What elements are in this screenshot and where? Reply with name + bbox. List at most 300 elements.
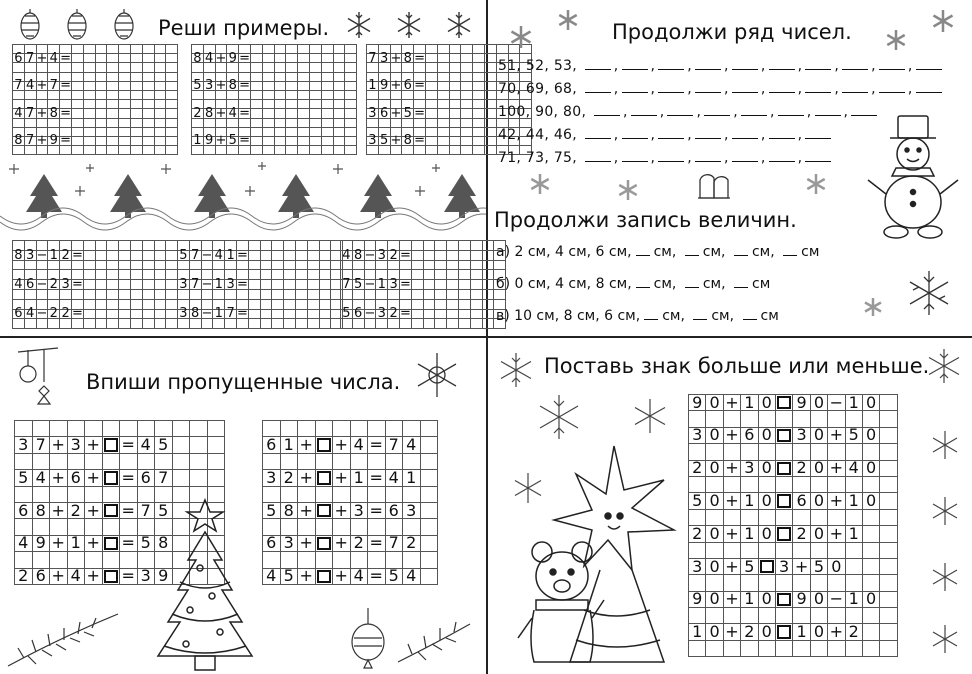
answer-blank[interactable] (815, 105, 841, 116)
empty-cell (450, 63, 462, 72)
answer-blank[interactable] (842, 82, 868, 93)
answer-box[interactable] (316, 569, 334, 585)
empty-cell (131, 54, 143, 63)
empty-cell (84, 73, 96, 82)
answer-blank[interactable] (585, 151, 611, 162)
snowflake-icon (928, 494, 962, 528)
empty-cell (811, 641, 828, 657)
empty-cell (320, 270, 332, 280)
grid-cell: + (828, 526, 845, 542)
empty-cell (275, 82, 287, 91)
grid-cell: 4 (386, 470, 404, 486)
empty-cell (438, 109, 450, 118)
empty-cell (166, 82, 178, 91)
empty-cell (450, 54, 462, 63)
empty-cell (284, 300, 296, 310)
empty-cell (119, 319, 131, 329)
grid-cell: 3 (263, 470, 281, 486)
empty-cell (251, 100, 263, 109)
empty-cell (143, 54, 155, 63)
bauble-branch-icon (348, 602, 474, 672)
empty-cell (483, 241, 495, 251)
grid-cell: 6 (68, 470, 86, 486)
grid-cell: + (85, 437, 103, 453)
empty-cell (25, 146, 37, 155)
empty-cell (84, 45, 96, 54)
empty-cell (298, 82, 310, 91)
empty-cell (412, 241, 424, 251)
answer-box[interactable] (316, 503, 334, 519)
empty-cell (107, 63, 119, 72)
answer-blank[interactable] (732, 128, 758, 139)
grid-cell: + (390, 133, 402, 149)
subtraction-grid (340, 240, 506, 329)
grid-cell: + (724, 395, 741, 411)
empty-cell (298, 91, 310, 100)
empty-cell (204, 63, 216, 72)
answer-blank[interactable] (695, 151, 721, 162)
empty-cell (776, 444, 793, 460)
empty-cell (471, 261, 483, 271)
empty-cell (166, 91, 178, 100)
answer-blank[interactable] (778, 105, 804, 116)
empty-cell (880, 461, 897, 477)
answer-blank[interactable] (783, 245, 797, 256)
empty-cell (131, 137, 143, 146)
empty-cell (459, 280, 471, 290)
grid-cell: 6 (386, 503, 404, 519)
answer-blank[interactable] (695, 82, 721, 93)
answer-blank[interactable] (667, 105, 693, 116)
empty-cell (863, 559, 880, 575)
grid-cell: 4 (351, 437, 369, 453)
answer-blank[interactable] (769, 82, 795, 93)
empty-cell (249, 319, 261, 329)
answer-blank[interactable] (734, 277, 748, 288)
grid-cell: 7 (33, 437, 51, 453)
answer-blank[interactable] (741, 105, 767, 116)
empty-cell (13, 91, 25, 100)
empty-cell (353, 319, 365, 329)
pine-branch-icon (4, 606, 122, 672)
empty-cell (345, 100, 357, 109)
missing-right-grid (262, 420, 438, 585)
empty-cell (37, 319, 49, 329)
grid-cell: 5 (281, 569, 299, 585)
empty-cell (251, 45, 263, 54)
answer-blank[interactable] (916, 82, 942, 93)
grid-cell: = (239, 133, 251, 149)
answer-blank[interactable] (585, 59, 611, 70)
answer-blank[interactable] (622, 151, 648, 162)
empty-cell (251, 109, 263, 118)
empty-cell (72, 261, 84, 271)
grid-cell: 1 (225, 251, 237, 261)
empty-cell (143, 241, 155, 251)
empty-cell (72, 91, 84, 100)
grid-cell: 1 (689, 624, 706, 640)
bear-and-star-illustration (504, 440, 684, 670)
grid-cell: 9 (793, 592, 810, 608)
empty-cell (424, 270, 436, 280)
empty-cell (263, 146, 275, 155)
empty-cell (84, 261, 96, 271)
answer-blank[interactable] (658, 59, 684, 70)
empty-cell (402, 146, 414, 155)
empty-cell (421, 503, 439, 519)
empty-cell (131, 63, 143, 72)
answer-blank[interactable] (805, 82, 831, 93)
grid-cell: 6 (793, 493, 810, 509)
answer-blank[interactable] (704, 105, 730, 116)
answer-blank[interactable] (622, 128, 648, 139)
empty-cell (473, 137, 485, 146)
grid-cell: 5 (155, 503, 173, 519)
grid-cell: 3 (15, 437, 33, 453)
snowflake-icon (412, 350, 462, 400)
empty-cell (143, 290, 155, 300)
empty-cell (438, 91, 450, 100)
horizontal-divider (0, 336, 972, 338)
empty-cell (424, 251, 436, 261)
empty-cell (308, 270, 320, 280)
answer-blank[interactable] (636, 245, 650, 256)
empty-cell (447, 319, 459, 329)
grid-cell: 1 (741, 395, 758, 411)
grid-cell: 9 (33, 536, 51, 552)
empty-cell (96, 100, 108, 109)
empty-cell (334, 91, 346, 100)
answer-box[interactable] (776, 592, 793, 608)
empty-cell (412, 319, 424, 329)
empty-cell (286, 63, 298, 72)
empty-cell (388, 319, 400, 329)
empty-cell (227, 119, 239, 128)
grid-cell: = (414, 78, 426, 94)
grid-cell: + (215, 50, 227, 66)
grid-cell: 0 (706, 592, 723, 608)
empty-cell (414, 119, 426, 128)
empty-cell (296, 280, 308, 290)
grid-cell: = (368, 536, 386, 552)
grid-cell: 4 (15, 536, 33, 552)
empty-cell (400, 290, 412, 300)
empty-cell (316, 552, 334, 568)
empty-cell (96, 241, 108, 251)
empty-cell (103, 421, 121, 437)
answer-blank[interactable] (916, 59, 942, 70)
answer-box[interactable] (776, 493, 793, 509)
empty-cell (131, 280, 143, 290)
grid-cell: − (828, 395, 845, 411)
grid-cell: + (333, 470, 351, 486)
answer-blank[interactable] (695, 128, 721, 139)
grid-cell: 7 (25, 54, 37, 63)
empty-cell (483, 270, 495, 280)
empty-cell (131, 100, 143, 109)
answer-blank[interactable] (631, 105, 657, 116)
empty-cell (166, 73, 178, 82)
grid-cell: 1 (846, 395, 863, 411)
empty-cell (310, 54, 322, 63)
empty-cell (426, 137, 438, 146)
empty-cell (438, 146, 450, 155)
empty-cell (296, 251, 308, 261)
answer-blank[interactable] (732, 151, 758, 162)
answer-blank[interactable] (732, 59, 758, 70)
grid-cell: 1 (846, 592, 863, 608)
snowflake-icon (904, 268, 954, 318)
answer-blank[interactable] (743, 309, 757, 320)
empty-cell (473, 109, 485, 118)
empty-cell (485, 137, 497, 146)
grid-cell: 3 (367, 109, 379, 118)
answer-box[interactable] (316, 536, 334, 552)
empty-cell (426, 82, 438, 91)
answer-blank[interactable] (805, 128, 831, 139)
answer-box[interactable] (316, 437, 334, 453)
answer-blank[interactable] (879, 59, 905, 70)
empty-cell (119, 100, 131, 109)
compare-grid-table (688, 394, 898, 657)
answer-blank[interactable] (658, 128, 684, 139)
empty-cell (202, 290, 214, 300)
snowflake-icon (884, 28, 908, 52)
empty-cell (155, 310, 167, 320)
answer-blank[interactable] (658, 82, 684, 93)
empty-cell (461, 137, 473, 146)
empty-cell (48, 261, 60, 271)
grid-cell: 0 (759, 428, 776, 444)
answer-blank[interactable] (732, 82, 758, 93)
empty-cell (424, 290, 436, 300)
answer-box[interactable] (103, 503, 121, 519)
empty-cell (320, 261, 332, 271)
empty-cell (345, 73, 357, 82)
empty-cell (473, 82, 485, 91)
empty-cell (320, 241, 332, 251)
snowflake-icon (508, 24, 534, 50)
snowflake-icon (556, 8, 580, 32)
answer-blank[interactable] (805, 59, 831, 70)
answer-blank[interactable] (636, 277, 650, 288)
answer-box[interactable] (103, 437, 121, 453)
empty-cell (473, 146, 485, 155)
empty-cell (249, 241, 261, 251)
answer-blank[interactable] (585, 128, 611, 139)
grid-cell: + (36, 78, 48, 94)
grid-cell: 9 (155, 569, 173, 585)
empty-cell (485, 128, 497, 137)
grid-cell: + (298, 536, 316, 552)
answer-blank[interactable] (685, 277, 699, 288)
empty-cell (365, 290, 377, 300)
grid-cell: 7 (25, 137, 37, 146)
answer-blank[interactable] (805, 151, 831, 162)
grid-cell: + (333, 569, 351, 585)
empty-cell (461, 45, 473, 54)
grid-cell: 5 (846, 428, 863, 444)
empty-cell (249, 310, 261, 320)
empty-cell (13, 63, 25, 72)
grid-cell: 5 (227, 137, 239, 146)
empty-cell (450, 73, 462, 82)
answer-blank[interactable] (769, 128, 795, 139)
empty-cell (143, 119, 155, 128)
answer-box[interactable] (316, 470, 334, 486)
empty-cell (60, 119, 72, 128)
grid-cell: 0 (811, 428, 828, 444)
answer-blank[interactable] (622, 82, 648, 93)
grid-cell: + (828, 624, 845, 640)
addition-grid (12, 44, 178, 155)
empty-cell (776, 641, 793, 657)
empty-cell (412, 310, 424, 320)
grid-cell: 3 (689, 559, 706, 575)
empty-cell (208, 421, 226, 437)
empty-cell (379, 119, 391, 128)
empty-cell (450, 109, 462, 118)
empty-cell (296, 319, 308, 329)
answer-box[interactable] (776, 395, 793, 411)
answer-box[interactable] (776, 461, 793, 477)
grid-cell: 1 (741, 493, 758, 509)
grid-cell: 5 (811, 559, 828, 575)
answer-blank[interactable] (585, 82, 611, 93)
answer-box[interactable] (776, 526, 793, 542)
empty-cell (96, 128, 108, 137)
empty-cell (435, 241, 447, 251)
grid-cell: + (215, 133, 227, 149)
grid-cell: 4 (351, 569, 369, 585)
empty-cell (173, 454, 191, 470)
grid-cell: 0 (811, 624, 828, 640)
empty-cell (119, 45, 131, 54)
answer-box[interactable] (103, 536, 121, 552)
grid-cell: 0 (759, 461, 776, 477)
empty-cell (131, 241, 143, 251)
unit-label: см, (751, 244, 780, 260)
grid-cell: 8 (227, 82, 239, 91)
empty-cell (192, 63, 204, 72)
answer-blank[interactable] (842, 59, 868, 70)
answer-blank[interactable] (622, 59, 648, 70)
empty-cell (275, 119, 287, 128)
empty-cell (143, 91, 155, 100)
empty-cell (119, 54, 131, 63)
empty-cell (272, 300, 284, 310)
empty-cell (316, 454, 334, 470)
answer-blank[interactable] (693, 309, 707, 320)
grid-cell: + (298, 470, 316, 486)
answer-blank[interactable] (685, 245, 699, 256)
grid-cell: = (120, 536, 138, 552)
grid-cell: 0 (706, 624, 723, 640)
empty-cell (239, 63, 251, 72)
empty-cell (251, 128, 263, 137)
empty-cell (334, 128, 346, 137)
grid-cell: − (201, 306, 213, 322)
answer-blank[interactable] (644, 309, 658, 320)
answer-box[interactable] (776, 624, 793, 640)
grid-cell: = (71, 277, 83, 293)
empty-cell (286, 128, 298, 137)
grid-cell: 8 (48, 109, 60, 118)
answer-box[interactable] (759, 559, 776, 575)
empty-cell (119, 261, 131, 271)
empty-cell (345, 91, 357, 100)
subtraction-grid (177, 240, 343, 329)
answer-box[interactable] (103, 569, 121, 585)
empty-cell (272, 280, 284, 290)
empty-cell (107, 82, 119, 91)
empty-cell (60, 319, 72, 329)
answer-blank[interactable] (695, 59, 721, 70)
empty-cell (155, 45, 167, 54)
answer-box[interactable] (776, 428, 793, 444)
grid-cell: = (60, 133, 72, 149)
snowflake-icon (924, 346, 964, 386)
grid-cell: 0 (706, 526, 723, 542)
empty-cell (459, 319, 471, 329)
empty-cell (435, 261, 447, 271)
answer-blank[interactable] (769, 59, 795, 70)
grid-cell: 3 (225, 280, 237, 290)
grid-cell: 1 (793, 624, 810, 640)
empty-cell (272, 270, 284, 280)
empty-cell (173, 470, 191, 486)
answer-blank[interactable] (879, 82, 905, 93)
answer-blank[interactable] (769, 151, 795, 162)
empty-cell (424, 280, 436, 290)
empty-cell (96, 300, 108, 310)
grid-cell: + (333, 503, 351, 519)
empty-cell (72, 109, 84, 118)
empty-cell (143, 128, 155, 137)
empty-cell (155, 128, 167, 137)
empty-cell (119, 300, 131, 310)
answer-box[interactable] (103, 470, 121, 486)
grid-cell: 0 (811, 493, 828, 509)
sequence-start: 42, 44, 46, (498, 127, 582, 143)
empty-cell (320, 310, 332, 320)
empty-cell (284, 251, 296, 261)
empty-cell (119, 91, 131, 100)
empty-cell (261, 290, 273, 300)
empty-cell (107, 91, 119, 100)
answer-blank[interactable] (594, 105, 620, 116)
grid-cell: = (239, 50, 251, 66)
grid-cell: + (724, 526, 741, 542)
unit-label: см (752, 276, 771, 292)
sequence-row: 71, 73, 75, , , , , , , (498, 150, 834, 166)
empty-cell (471, 251, 483, 261)
grid-cell: 2 (192, 109, 204, 118)
empty-cell (284, 241, 296, 251)
grid-cell: + (390, 105, 402, 121)
empty-cell (471, 319, 483, 329)
empty-cell (155, 251, 167, 261)
answer-blank[interactable] (734, 245, 748, 256)
empty-cell (461, 119, 473, 128)
answer-blank[interactable] (658, 151, 684, 162)
grid-cell: 0 (706, 461, 723, 477)
empty-cell (96, 54, 108, 63)
empty-cell (131, 119, 143, 128)
empty-cell (296, 290, 308, 300)
empty-cell (880, 444, 897, 460)
grid-cell: = (239, 105, 251, 121)
